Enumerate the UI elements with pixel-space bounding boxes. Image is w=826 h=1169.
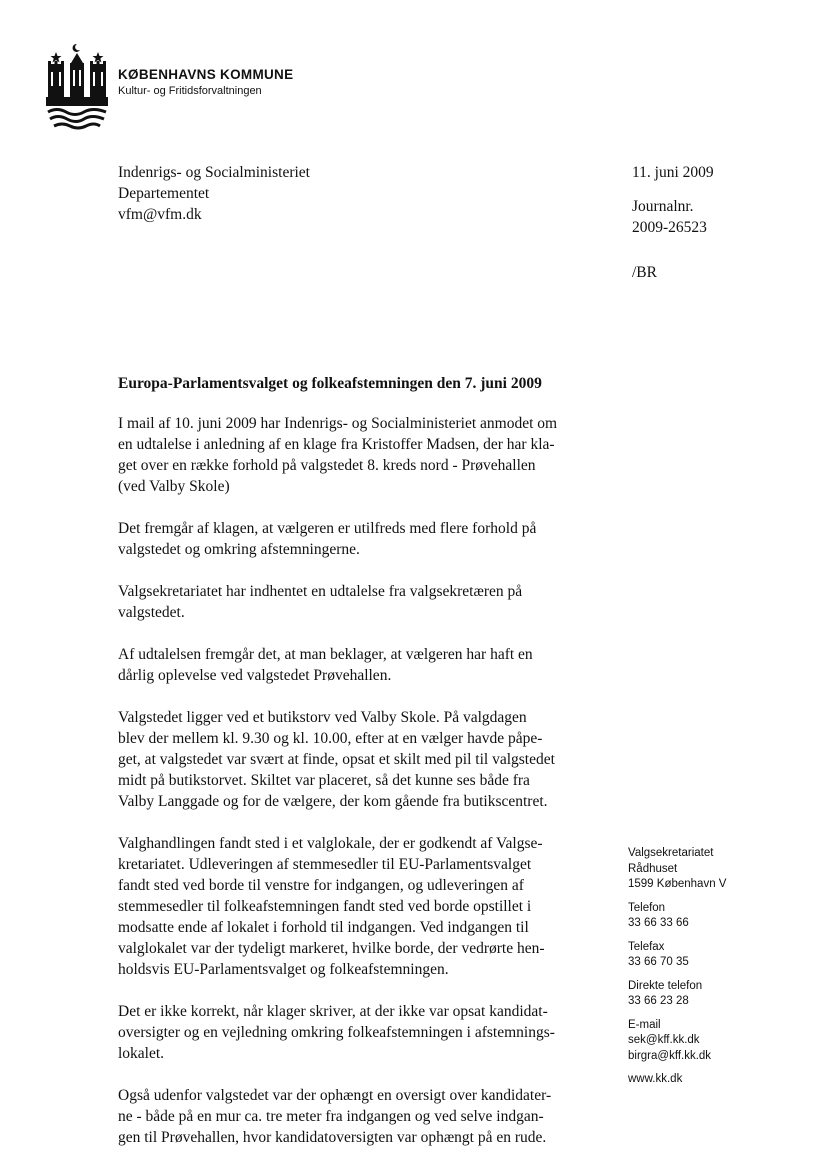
journal-label: Journalnr. <box>632 198 694 215</box>
body-paragraph <box>118 518 613 560</box>
body-line: get over en række forhold på valgstedet 8. kreds nord - Prøvehallen <box>118 457 536 474</box>
body-line: holdsvis EU-Parlamentsvalget og folkeafstemningen. <box>118 961 449 978</box>
body-line: stemmesedler til folkeafstemningen fandt sted ved borde opstillet i <box>118 898 532 915</box>
letter-subject: Europa-Parlamentsvalget og folkeafstemningen den 7. juni 2009 <box>118 375 542 392</box>
recipient-address <box>118 162 310 225</box>
body-line: lokalet. <box>118 1045 165 1062</box>
phone-label: Telefon <box>628 901 666 914</box>
letter-date: 11. juni 2009 <box>632 164 714 181</box>
body-line: get, at valgstedet var svært at finde, opsat et skilt med pil til valgstedet <box>118 751 555 768</box>
website: www.kk.dk <box>628 1073 683 1085</box>
contact-address <box>628 846 726 893</box>
coat-of-arms-logo <box>46 42 108 134</box>
recipient-line: Indenrigs- og Socialministeriet <box>118 164 310 181</box>
body-line: Valgsekretariatet har indhentet en udtalelse fra valgsekretæren på <box>118 583 523 600</box>
phone-number: 33 66 33 66 <box>628 917 689 929</box>
body-line: (ved Valby Skole) <box>118 478 230 495</box>
contact-block <box>628 846 726 1096</box>
body-line: valgstedet og omkring afstemningerne. <box>118 541 360 558</box>
body-line: Valgstedet ligger ved et butikstorv ved Valby Skole. På valgdagen <box>118 709 527 726</box>
org-department: Kultur- og Fritidsforvaltningen <box>118 85 262 97</box>
body-line: Det er ikke korrekt, når klager skriver, at der ikke var opsat kandidat- <box>118 1003 548 1020</box>
letter-meta <box>632 162 714 283</box>
body-line: Af udtalelsen fremgår det, at man beklager, at vælgeren har haft en <box>118 646 533 663</box>
contact-email <box>628 1018 726 1065</box>
body-line: dårlig oplevelse ved valgstedet Prøvehallen. <box>118 667 392 684</box>
body-line: modsatte ende af lokalet i forhold til indgangen. Ved indgangen til <box>118 919 529 936</box>
body-paragraph <box>118 581 613 623</box>
body-line: fandt sted ved borde til venstre for indgangen, og udleveringen af <box>118 877 524 894</box>
address-line: 1599 København V <box>628 878 727 890</box>
body-line: midt på butikstorvet. Skiltet var placeret, så det kunne ses både fra <box>118 772 530 789</box>
direct-phone-number: 33 66 23 28 <box>628 995 689 1007</box>
email-label: E-mail <box>628 1018 661 1031</box>
initials: /BR <box>632 264 657 281</box>
recipient-email: vfm@vfm.dk <box>118 206 202 223</box>
body-paragraph <box>118 833 613 980</box>
body-paragraph <box>118 1085 613 1148</box>
body-line: en udtalelse i anledning af en klage fra Kristoffer Madsen, der har kla- <box>118 436 555 453</box>
letter-body <box>118 413 613 1169</box>
body-paragraph <box>118 707 613 812</box>
body-line: oversigter og en vejledning omkring folkeafstemningen i afstemnings- <box>118 1024 555 1041</box>
contact-website <box>628 1072 726 1088</box>
body-line: kretariatet. Udleveringen af stemmesedler til EU-Parlamentsvalget <box>118 856 532 873</box>
direct-phone-label: Direkte telefon <box>628 979 703 992</box>
body-paragraph <box>118 1001 613 1064</box>
body-line: valgstedet. <box>118 604 185 621</box>
journal-number: 2009-26523 <box>632 219 707 236</box>
body-paragraph <box>118 644 613 686</box>
org-name: KØBENHAVNS KOMMUNE <box>118 67 294 82</box>
body-line: ne - både på en mur ca. tre meter fra indgangen og ved selve indgan- <box>118 1108 544 1125</box>
fax-number: 33 66 70 35 <box>628 956 689 968</box>
email-address: sek@kff.kk.dk <box>628 1034 700 1046</box>
body-line: Det fremgår af klagen, at vælgeren er utilfreds med flere forhold på <box>118 520 537 537</box>
email-address: birgra@kff.kk.dk <box>628 1049 712 1062</box>
body-paragraph <box>118 413 613 497</box>
contact-phone <box>628 901 726 932</box>
contact-fax <box>628 940 726 971</box>
body-line: Valby Langgade og for de vælgere, der kom gående fra butikscentret. <box>118 793 548 810</box>
body-line: I mail af 10. juni 2009 har Indenrigs- og Socialministeriet anmodet om <box>118 415 558 432</box>
body-line: Valghandlingen fandt sted i et valglokale, der er godkendt af Valgse- <box>118 835 543 852</box>
body-line: blev der mellem kl. 9.30 og kl. 10.00, efter at en vælger havde påpe- <box>118 730 543 747</box>
address-line: Rådhuset <box>628 862 678 875</box>
body-line: valglokalet var der tydeligt markeret, hvilke borde, der vedrørte hen- <box>118 940 545 957</box>
body-line: gen til Prøvehallen, hvor kandidatoversigten var ophængt på en rude. <box>118 1129 547 1146</box>
body-line: Også udenfor valgstedet var der ophængt en oversigt over kandidater- <box>118 1087 552 1104</box>
contact-direct <box>628 979 726 1010</box>
fax-label: Telefax <box>628 940 665 953</box>
address-line: Valgsekretariatet <box>628 847 714 859</box>
recipient-line: Departementet <box>118 185 210 202</box>
